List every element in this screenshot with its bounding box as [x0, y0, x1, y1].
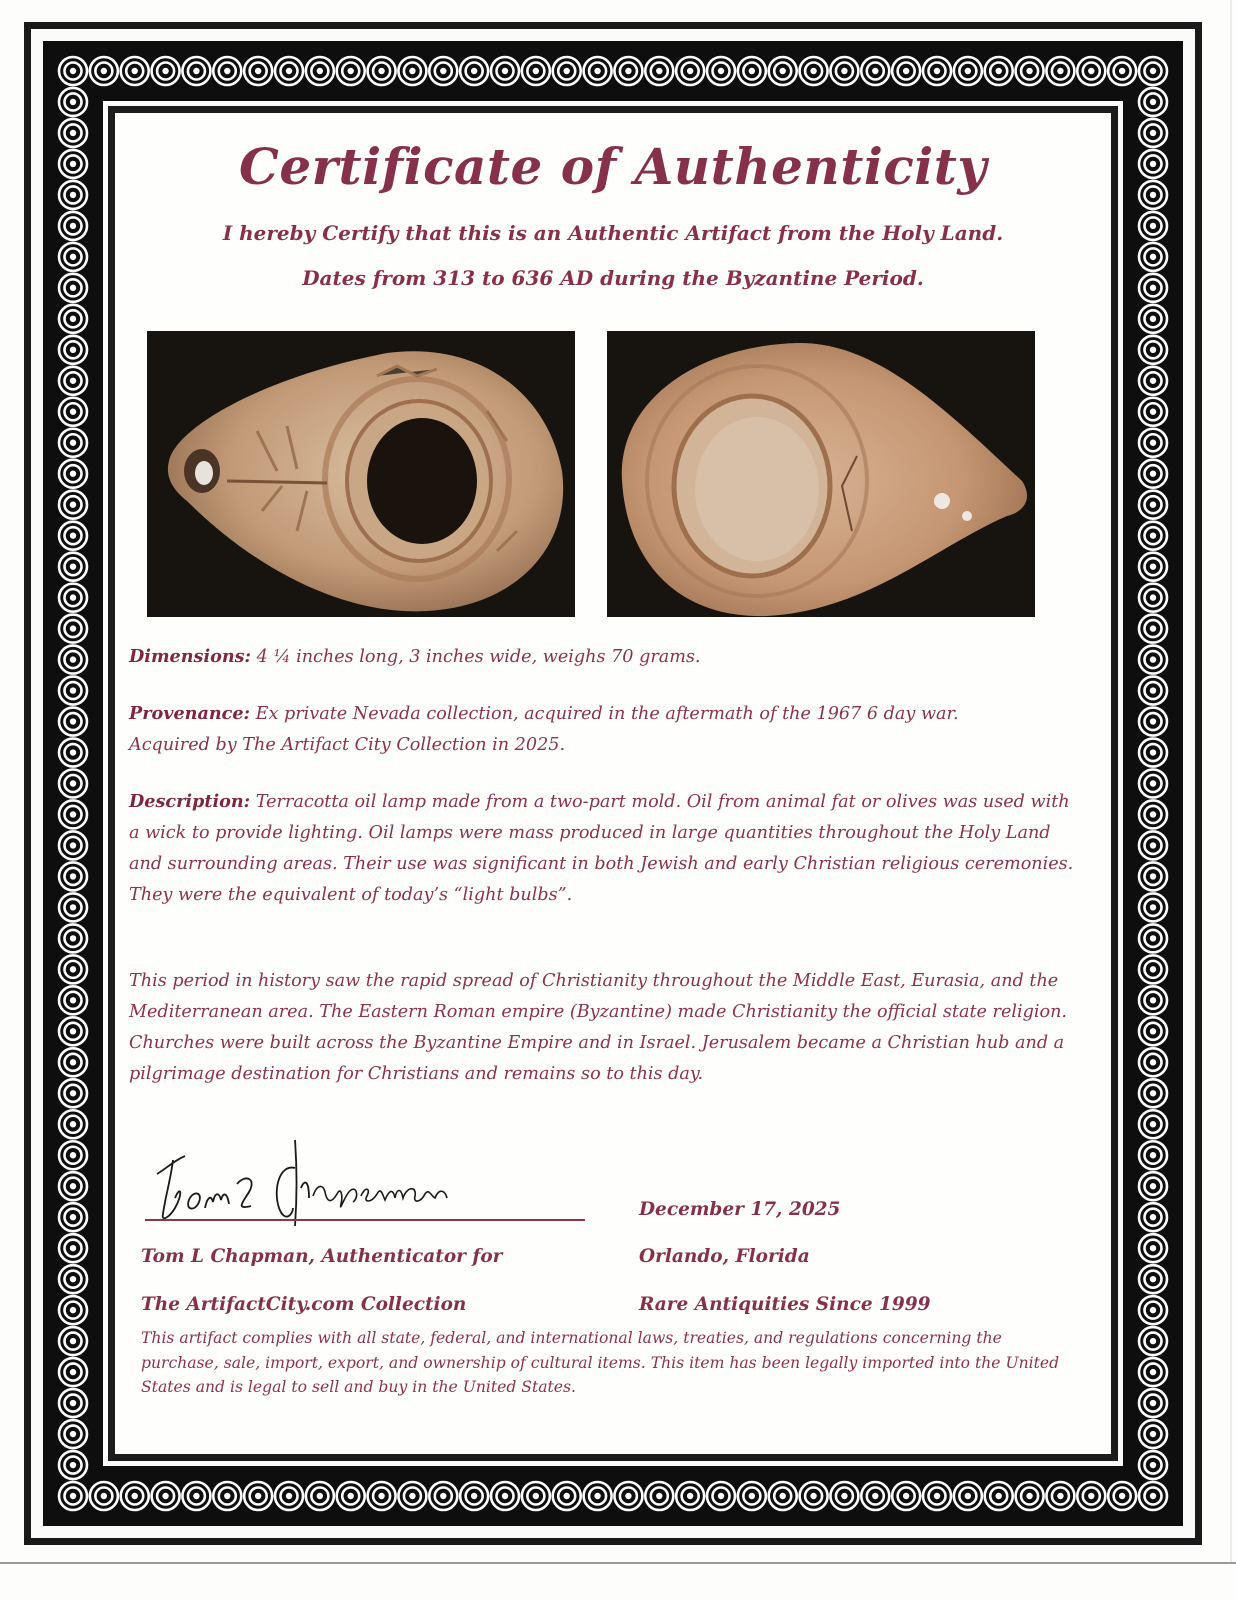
- certificate-title: Certificate of Authenticity: [239, 137, 987, 196]
- signer-line: Tom L Chapman, Authenticator for: [141, 1246, 503, 1267]
- certify-statement: I hereby Certify that this is an Authentic Artifact from the Holy Land.: [222, 221, 1004, 245]
- description-label: Description:: [129, 791, 251, 812]
- legal-compliance-notice: This artifact complies with all state, federal, and international laws, treaties, and regulations concerning the purchase, sale, import, export, and ownership of cultural items. This item has been legally imported into the United States and is legal to sell and buy in the United States.: [141, 1329, 1060, 1396]
- dimensions-label: Dimensions:: [129, 646, 252, 667]
- description-field: [129, 786, 1084, 911]
- certificate-content: [115, 113, 1111, 1454]
- dimensions-field: [129, 641, 1089, 673]
- handwritten-signature: [145, 1138, 585, 1228]
- provenance-field: [129, 698, 1019, 761]
- company-tagline: Rare Antiquities Since 1999: [639, 1294, 931, 1315]
- organization-line: The ArtifactCity.com Collection: [141, 1294, 467, 1315]
- provenance-label: Provenance:: [129, 703, 251, 724]
- page-edge: [0, 1562, 1236, 1564]
- dimensions-value: 4 ¼ inches long, 3 inches wide, weighs 70 grams.: [256, 647, 701, 667]
- provenance-value: Ex private Nevada collection, acquired in the aftermath of the 1967 6 day war. Acquired by The Artifact City Collection in 2025.: [129, 704, 959, 755]
- page-edge-right: [1230, 0, 1232, 1562]
- history-paragraph: This period in history saw the rapid spread of Christianity throughout the Middle East, Eurasia, and the Mediterranean area. The Eastern Roman empire (Byzantine) made Christianity the official state religion. Churches were built across the Byzantine Empire and in Israel. Jerusalem became a Christian hub and a pilgrimage destination for Christians and remains so to this day.: [129, 971, 1068, 1084]
- oil-lamp-bottom-image: [607, 331, 1035, 617]
- issue-date: December 17, 2025: [639, 1199, 841, 1220]
- oil-lamp-top-image: [147, 331, 575, 617]
- date-range-statement: Dates from 313 to 636 AD during the Byzantine Period.: [302, 266, 924, 290]
- artifact-photo-top: [147, 331, 575, 617]
- description-value: Terracotta oil lamp made from a two-part mold. Oil from animal fat or olives was used with a wick to provide lighting. Oil lamps were mass produced in large quantities throughout the Holy Land and surrounding areas. Their use was significant in both Jewish and early Christian religious ceremonies. They were the equivalent of today’s “light bulbs”.: [129, 792, 1074, 905]
- artifact-photo-bottom: [607, 331, 1035, 617]
- issue-location: Orlando, Florida: [639, 1246, 810, 1267]
